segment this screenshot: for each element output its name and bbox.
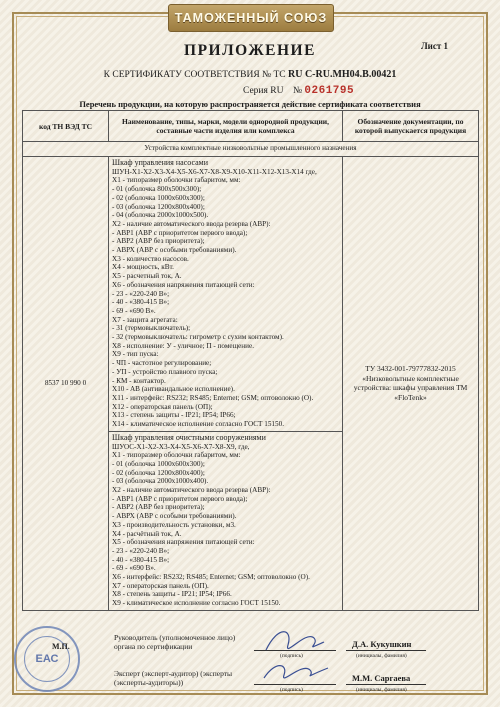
product-1-line: - 03 (оболочка 1200х800х400); — [112, 202, 205, 211]
series-line — [243, 85, 354, 97]
product-2-line: X7 - операторская панель (ОП). — [112, 581, 209, 590]
product-1-line: X7 - защита агрегата: — [112, 315, 178, 324]
certification-seal — [14, 626, 80, 692]
section-title: Устройства комплектные низковольтные промышленного назначения — [23, 142, 479, 157]
product-1-line: - 01 (оболочка 800х500х300); — [112, 185, 202, 194]
series-no-label: № — [292, 86, 303, 96]
table-header-row — [23, 111, 479, 142]
expert-name-line — [346, 684, 426, 685]
product-1-line: X10 - AB (антивандальное исполнение). — [112, 385, 235, 394]
product-2-line: X4 - расчётный ток, А. — [112, 529, 182, 538]
section-row — [23, 142, 479, 157]
product-1-line: X6 - обозначения напряжения питающей сети: — [112, 280, 255, 289]
product-1-line: X11 - интерфейс: RS232; RS485; Enternet; GSM; оптоволокно (O). — [112, 393, 314, 402]
series-label: Серия — [243, 86, 268, 96]
expert-sign-caption: (подпись) — [280, 687, 303, 693]
head-name: Д.А. Кукушкин — [352, 639, 412, 649]
product-1-line: - 69 - «690 В». — [112, 306, 156, 315]
header-tnved: код ТН ВЭД ТС — [23, 111, 109, 142]
product-1-line: X4 - мощность, кВт. — [112, 263, 174, 272]
banner-text: ТАМОЖЕННЫЙ СОЮЗ — [174, 11, 328, 25]
product-1-line: - АВР1 (АВР с приоритетом первого ввода); — [112, 228, 248, 237]
customs-union-banner — [168, 4, 334, 32]
product-1-line: Шкаф управления насосами — [112, 159, 208, 167]
product-2-line: X8 - степень защиты - IP21; IP54; IP66. — [112, 590, 232, 599]
product-1-line: - КМ - контактор. — [112, 376, 166, 385]
product-2-line: ШУОС-X1-X2-X3-X4-X5-X6-X7-X8-X9, где, — [112, 442, 250, 451]
product-1-line: - УП - устройство плавного пуска; — [112, 367, 218, 376]
product-2-line: X9 - климатическое исполнение согласно ГОСТ 15150. — [112, 599, 281, 608]
product-2-line: X2 - наличие автоматического ввода резерва (АВР): — [112, 486, 271, 495]
product-1-line: - 32 (термовыключатель: гигрометр с сухим контактом). — [112, 333, 284, 342]
product-1-line: - 40 - «380-415 В»; — [112, 298, 170, 307]
seal-center: ЕАС — [24, 636, 70, 682]
product-1-line: X13 - степень защиты - IP21; IP54; IP66; — [112, 411, 236, 420]
product-2-line: - 03 (оболочка 2000х1000х400). — [112, 477, 209, 486]
product-1-line: - АВР2 (АВР без приоритета); — [112, 237, 205, 246]
product-1-line: X3 - количество насосов. — [112, 254, 189, 263]
product-1-lines — [112, 159, 339, 429]
signature-area — [22, 630, 478, 700]
expert-label: Эксперт (эксперт-аудитор) (эксперты (эксперты-аудиторы)) — [114, 669, 233, 687]
product-1-line: X1 - типоразмер оболочки габаритом, мм: — [112, 176, 241, 185]
product-2-line: X5 - обозначения напряжения питающей сети: — [112, 538, 255, 547]
product-2-line: - АВР2 (АВР без приоритета); — [112, 503, 205, 512]
expert-name: М.М. Саргаева — [352, 673, 411, 683]
product-2-description — [109, 431, 343, 610]
header-docs: Обозначение документации, по которой выпускается продукция — [343, 111, 479, 142]
product-1-line: - 04 (оболочка 2000х1000х500). — [112, 211, 209, 220]
head-name-line — [346, 650, 426, 651]
cert-prefix: К СЕРТИФИКАТУ СООТВЕТСТВИЯ № ТС — [103, 70, 286, 80]
product-1-line: ШУН-X1-X2-X3-X4-X5-X6-X7-X8-X9-X10-X11-X12-X13-X14 где, — [112, 167, 317, 176]
page-title: ПРИЛОЖЕНИЕ — [184, 42, 316, 59]
product-1-line: - АВРХ (АВР с особыми требованиями). — [112, 246, 237, 255]
expert-name-caption: (инициалы, фамилия) — [356, 687, 407, 693]
sheet-number: Лист 1 — [420, 41, 448, 51]
documentation-cell: ТУ 3432-001-79777832-2015 «Низковольтные комплектные устройства: шкафы управления ТМ «FloTenk» — [343, 157, 479, 611]
header-product: Наименование, типы, марки, модели однородной продукции, составные части изделия или комплекса — [109, 111, 343, 142]
product-2-lines — [112, 434, 339, 608]
product-2-line: - АВР1 (АВР с приоритетом первого ввода); — [112, 494, 248, 503]
product-2-line: - 02 (оболочка 1200х800х400); — [112, 468, 205, 477]
product-1-line: X8 - исполнение: У - уличное; П - помещение. — [112, 341, 254, 350]
series-value: RU — [270, 86, 284, 96]
head-label: Руководитель (уполномоченное лицо) органа по сертификации — [114, 633, 236, 651]
product-1-line: X9 - тип пуска: — [112, 350, 159, 359]
product-2-line: - 69 - «690 В». — [112, 564, 156, 573]
product-1-line: - ЧП - частотное регулирование; — [112, 359, 212, 368]
product-2-line: Шкаф управления очистными сооружениями — [112, 433, 266, 442]
product-2-line: - АВРХ (АВР с особыми требованиями). — [112, 512, 237, 521]
product-2-line: X3 - производительность установки, м3. — [112, 520, 236, 529]
product-1-line: X2 - наличие автоматического ввода резерва (АВР): — [112, 219, 271, 228]
product-row-1 — [23, 157, 479, 432]
certificate-line — [0, 69, 500, 80]
series-number: 0261795 — [304, 85, 355, 97]
head-sign-caption: (подпись) — [280, 653, 303, 659]
product-1-line: - 31 (термовыключатель); — [112, 324, 191, 333]
head-name-caption: (инициалы, фамилия) — [356, 653, 407, 659]
cert-number: RU С-RU.МН04.В.00421 — [288, 69, 397, 80]
product-1-line: - 23 - «220-240 В»; — [112, 289, 170, 298]
product-2-line: X6 - интерфейс: RS232; RS485; Enternet; GSM; оптоволокно (O). — [112, 573, 310, 582]
list-title: Перечень продукции, на которую распространяется действие сертификата соответствия — [79, 99, 421, 109]
product-2-line: - 23 - «220-240 В»; — [112, 546, 170, 555]
seal-place-label: М.П. — [52, 642, 70, 651]
product-2-line: - 40 - «380-415 В»; — [112, 555, 170, 564]
product-1-line: X12 - операторская панель (ОП); — [112, 402, 213, 411]
handwritten-signatures — [258, 620, 334, 690]
product-2-line: X1 - типоразмер оболочки габаритом, мм: — [112, 451, 241, 460]
product-2-line: - 01 (оболочка 1000х600х300); — [112, 459, 205, 468]
products-table — [22, 110, 479, 611]
product-1-line: - 02 (оболочка 1000х600х300); — [112, 193, 205, 202]
product-1-line: X14 - климатическое исполнение согласно ГОСТ 15150. — [112, 420, 285, 429]
product-1-description — [109, 157, 343, 432]
tnved-code: 8537 10 990 0 — [23, 157, 109, 611]
product-1-line: X5 - расчетный ток, А. — [112, 272, 182, 281]
